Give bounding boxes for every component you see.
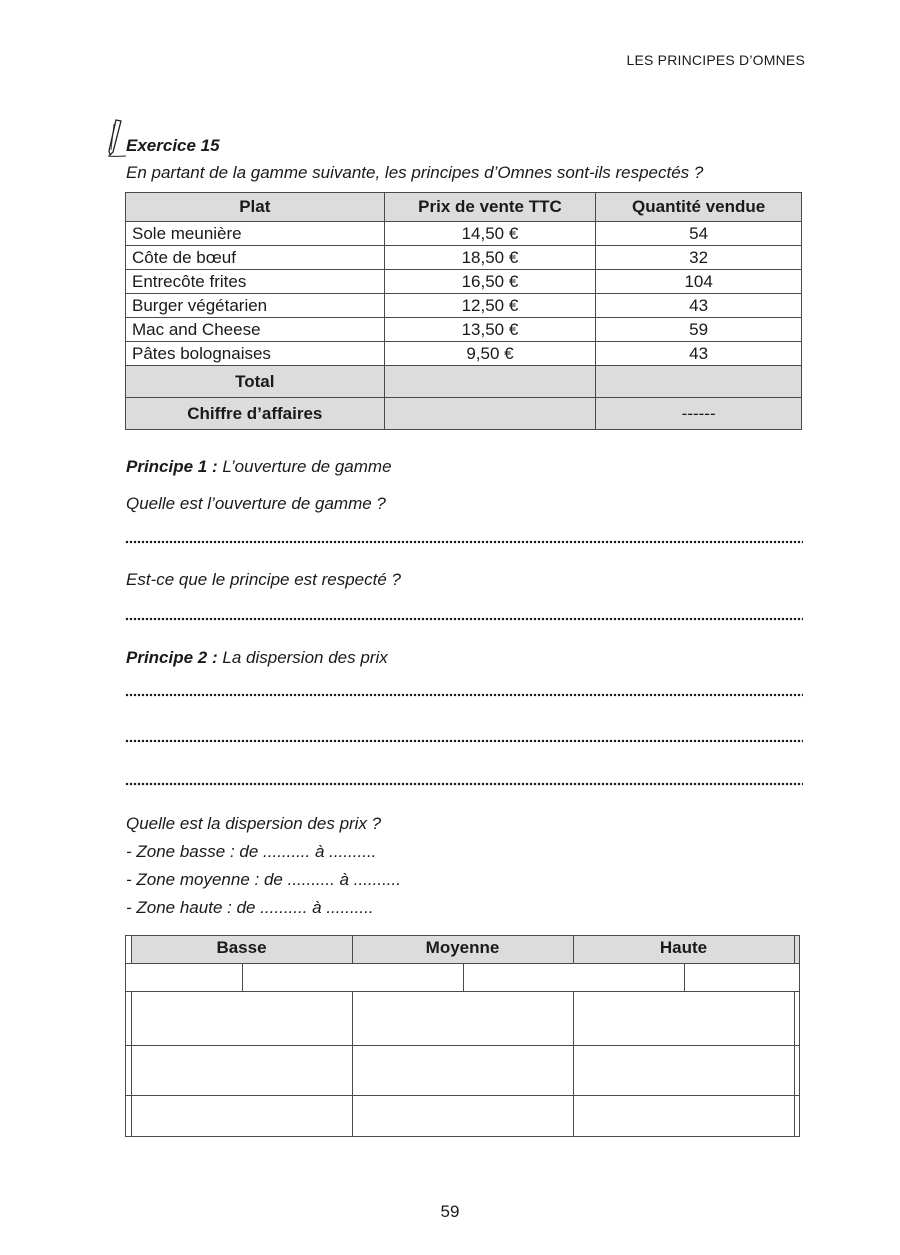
principle2-question-dispersion: Quelle est la dispersion des prix ?	[126, 814, 382, 833]
zone-haute-line: - Zone haute : de .......... à ..........	[126, 898, 374, 917]
dish-quantity: 104	[596, 270, 802, 294]
table-row	[126, 246, 802, 270]
dish-price: 12,50 €	[384, 294, 596, 318]
answer-line[interactable]	[125, 617, 803, 621]
principle2-name: La dispersion des prix	[222, 648, 388, 667]
dish-name: Mac and Cheese	[126, 318, 385, 342]
table-row	[126, 270, 802, 294]
principle1-label: Principe 1 :	[126, 457, 218, 476]
principle2-heading	[126, 648, 388, 668]
column-header-plat: Plat	[126, 193, 385, 222]
total-row	[126, 366, 802, 398]
zone-moyenne-line: - Zone moyenne : de .......... à ..........	[126, 870, 401, 889]
exercise-question: En partant de la gamme suivante, les principes d’Omnes sont-ils respectés ?	[126, 163, 704, 182]
dish-quantity: 43	[596, 342, 802, 366]
table-header-row	[126, 193, 802, 222]
dish-price: 14,50 €	[384, 222, 596, 246]
answer-line[interactable]	[125, 739, 803, 743]
total-quantity-cell	[596, 366, 802, 398]
dish-price: 13,50 €	[384, 318, 596, 342]
revenue-label: Chiffre d’affaires	[126, 398, 385, 430]
pencil-icon	[104, 118, 126, 158]
total-label: Total	[126, 366, 385, 398]
column-header-prix: Prix de vente TTC	[384, 193, 596, 222]
answer-line[interactable]	[125, 693, 803, 697]
answer-line[interactable]	[125, 782, 803, 786]
principle1-name: L’ouverture de gamme	[222, 457, 392, 476]
table-row	[126, 222, 802, 246]
dish-name: Pâtes bolognaises	[126, 342, 385, 366]
page-number: 59	[440, 1202, 460, 1221]
dish-name: Côte de bœuf	[126, 246, 385, 270]
dish-name: Sole meunière	[126, 222, 385, 246]
exercise-title: Exercice 15	[126, 136, 220, 155]
table-row	[126, 318, 802, 342]
menu-table	[125, 192, 802, 430]
answer-line[interactable]	[125, 540, 803, 544]
zone-basse-line: - Zone basse : de .......... à ..........	[126, 842, 377, 861]
revenue-quantity-cell: ------	[596, 398, 802, 430]
dish-quantity: 43	[596, 294, 802, 318]
dish-quantity: 59	[596, 318, 802, 342]
table-row	[126, 294, 802, 318]
column-header-haute: Haute	[659, 938, 708, 957]
dish-price: 16,50 €	[384, 270, 596, 294]
table-row	[126, 342, 802, 366]
principle1-question-respected: Est-ce que le principe est respecté ?	[126, 570, 401, 589]
dish-quantity: 32	[596, 246, 802, 270]
dish-price: 9,50 €	[384, 342, 596, 366]
revenue-value-cell	[384, 398, 596, 430]
revenue-row	[126, 398, 802, 430]
dish-price: 18,50 €	[384, 246, 596, 270]
column-header-quantite: Quantité vendue	[596, 193, 802, 222]
running-header: LES PRINCIPES D’OMNES	[626, 52, 805, 68]
dish-name: Burger végétarien	[126, 294, 385, 318]
column-header-moyenne: Moyenne	[425, 938, 500, 957]
dish-name: Entrecôte frites	[126, 270, 385, 294]
principle1-question-opening: Quelle est l’ouverture de gamme ?	[126, 494, 386, 513]
dish-quantity: 54	[596, 222, 802, 246]
column-header-basse: Basse	[216, 938, 267, 957]
total-price-cell	[384, 366, 596, 398]
principle2-label: Principe 2 :	[126, 648, 218, 667]
principle1-heading	[126, 457, 392, 477]
